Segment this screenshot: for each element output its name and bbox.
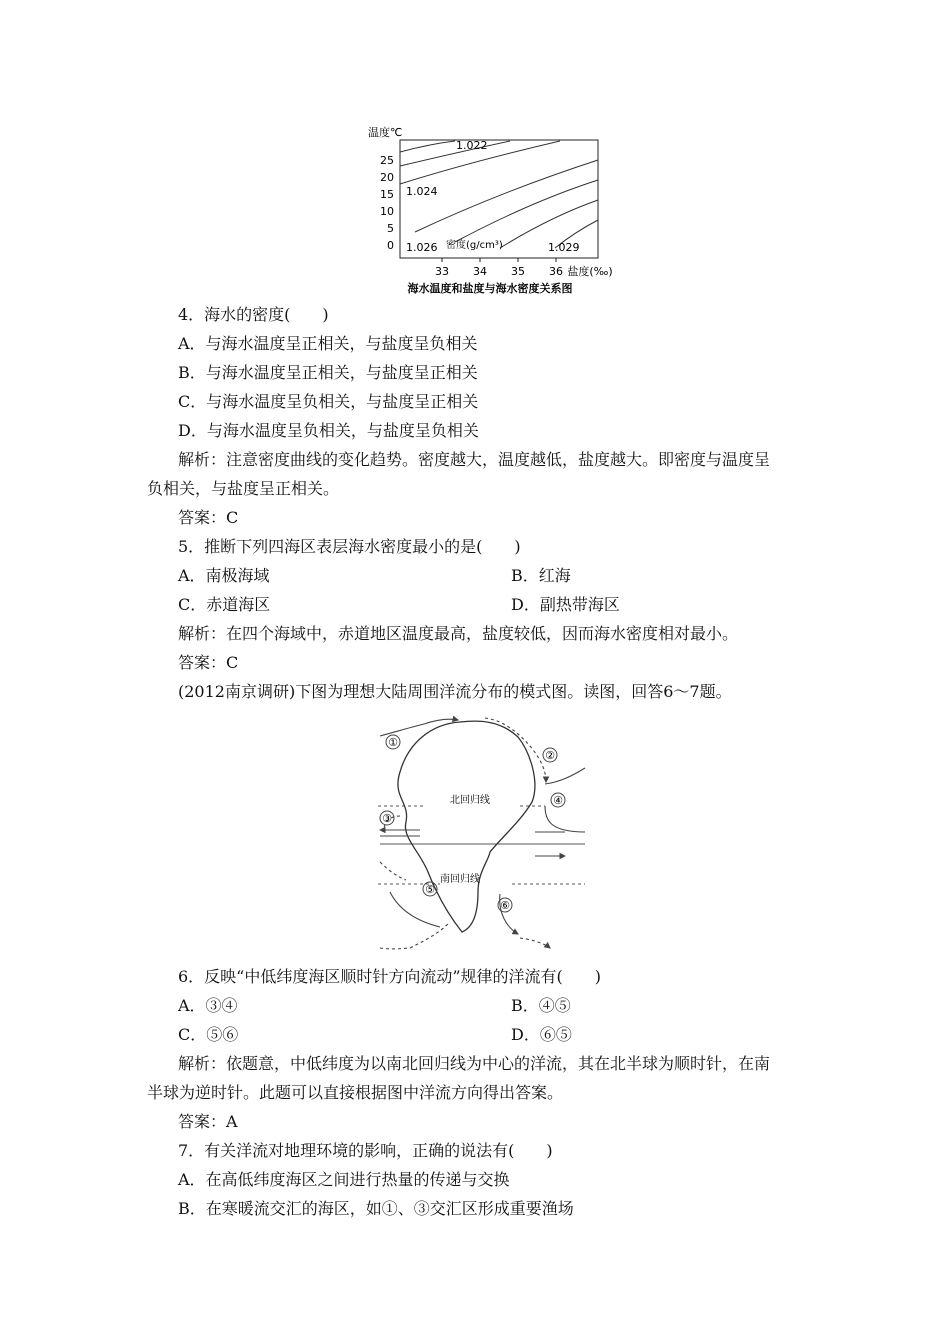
q4-option-d: D．与海水温度呈负相关，与盐度呈负相关 bbox=[178, 421, 479, 440]
tropic-of-capricorn-label: 南回归线 bbox=[440, 874, 480, 885]
current-label-3: ③ bbox=[382, 812, 392, 825]
q6-option-b: B．④⑤ bbox=[511, 996, 571, 1015]
q5-option-a: A．南极海域 bbox=[178, 566, 270, 585]
current-label-4: ④ bbox=[553, 794, 563, 807]
tropic-of-cancer-label: 北回归线 bbox=[450, 795, 490, 806]
y-tick: 5 bbox=[387, 222, 394, 235]
isoline-label: 1.026 bbox=[406, 241, 438, 254]
q6-analysis-cont: 半球为逆时针。此题可以直接根据图中洋流方向得出答案。 bbox=[147, 1083, 564, 1102]
q4-analysis-cont: 负相关，与盐度呈正相关。 bbox=[147, 479, 340, 498]
q5-option-d: D．副热带海区 bbox=[511, 595, 620, 614]
q5-option-b: B．红海 bbox=[511, 566, 571, 585]
q5-option-c: C．赤道海区 bbox=[178, 595, 271, 614]
q6-option-c: C．⑤⑥ bbox=[178, 1025, 239, 1044]
isoline-label: 1.022 bbox=[456, 139, 488, 152]
q6-option-a: A．③④ bbox=[178, 996, 238, 1015]
y-tick: 15 bbox=[380, 188, 394, 201]
q4-option-c: C．与海水温度呈负相关，与盐度呈正相关 bbox=[178, 392, 479, 411]
x-tick: 34 bbox=[473, 265, 487, 278]
q7-option-b: B．在寒暖流交汇的海区，如①、③交汇区形成重要渔场 bbox=[178, 1199, 574, 1218]
density-chart-figure bbox=[360, 122, 620, 300]
current-label-2: ② bbox=[545, 749, 555, 762]
q6-stem: 6．反映“中低纬度海区顺时针方向流动”规律的洋流有( ) bbox=[178, 967, 602, 986]
chart-ylabel: 温度℃ bbox=[368, 126, 403, 139]
chart-xlabel: 盐度(‰) bbox=[567, 265, 613, 278]
q4-option-a: A．与海水温度呈正相关，与盐度呈负相关 bbox=[178, 334, 478, 353]
y-tick: 0 bbox=[387, 239, 394, 252]
chart-caption: 海水温度和盐度与海水密度关系图 bbox=[407, 282, 573, 295]
q6-7-intro: (2012南京调研)下图为理想大陆周围洋流分布的模式图。读图，回答6～7题。 bbox=[178, 682, 732, 701]
current-label-1: ① bbox=[388, 736, 398, 749]
q7-option-a: A．在高低纬度海区之间进行热量的传递与交换 bbox=[178, 1170, 510, 1189]
x-tick: 33 bbox=[435, 265, 449, 278]
q5-stem: 5．推断下列四海区表层海水密度最小的是( ) bbox=[178, 537, 521, 556]
q6-option-d: D．⑥⑤ bbox=[511, 1025, 572, 1044]
x-tick: 36 bbox=[549, 265, 563, 278]
x-tick: 35 bbox=[511, 265, 525, 278]
current-label-6: ⑥ bbox=[500, 899, 510, 912]
q4-stem: 4．海水的密度( ) bbox=[178, 305, 329, 324]
density-unit-label: 密度(g/cm³) bbox=[446, 240, 503, 251]
q5-analysis: 解析：在四个海域中，赤道地区温度最高，盐度较低，因而海水密度相对最小。 bbox=[178, 624, 739, 643]
q6-answer: 答案：A bbox=[178, 1112, 238, 1131]
q4-analysis: 解析：注意密度曲线的变化趋势。密度越大，温度越低，盐度越大。即密度与温度呈 bbox=[178, 450, 771, 469]
y-tick: 20 bbox=[380, 171, 394, 184]
isoline-label: 1.024 bbox=[406, 185, 438, 198]
y-tick: 25 bbox=[380, 154, 394, 167]
q6-analysis: 解析：依题意，中低纬度为以南北回归线为中心的洋流，其在北半球为顺时针，在南 bbox=[178, 1054, 771, 1073]
q5-answer: 答案：C bbox=[178, 653, 239, 672]
q4-answer: 答案：C bbox=[178, 508, 239, 527]
ocean-current-figure bbox=[340, 712, 600, 958]
current-label-5: ⑤ bbox=[425, 883, 435, 896]
q7-stem: 7．有关洋流对地理环境的影响，正确的说法有( ) bbox=[178, 1141, 553, 1160]
isoline-label: 1.029 bbox=[548, 241, 580, 254]
q4-option-b: B．与海水温度呈正相关，与盐度呈正相关 bbox=[178, 363, 478, 382]
y-tick: 10 bbox=[380, 205, 394, 218]
